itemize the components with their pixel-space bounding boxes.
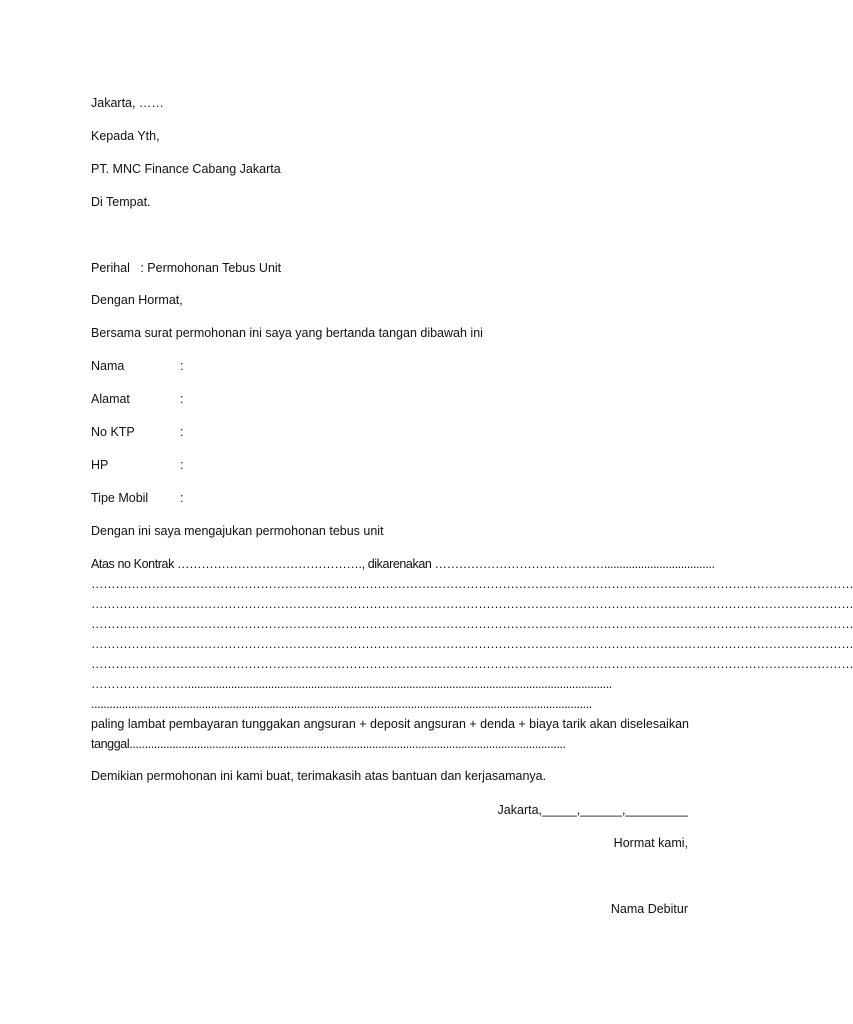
field-label-nama: Nama xyxy=(91,359,125,373)
closing: Demikian permohonan ini kami buat, terimakasih atas bantuan dan kerjasamanya. xyxy=(91,769,547,783)
signer-name: Nama Debitur xyxy=(610,902,688,916)
contract-line: Atas no Kontrak ………………………………………., dikarenakan …………………………………….................................... xyxy=(91,557,715,571)
location: Di Tempat. xyxy=(91,195,151,209)
dot-line: ……………………………………………………………………………………………………………………………………………………………………… xyxy=(91,577,853,591)
subject: Perihal : Permohonan Tebus Unit xyxy=(91,261,282,275)
field-label-no-ktp: No KTP xyxy=(91,425,135,439)
dot-line: ................................................................................................................................................................... xyxy=(91,697,592,711)
date-line: tanggal.............................................................................................................................................. xyxy=(91,737,566,751)
dot-line: ……………………………………………………………………………………………………………………………………………………………………… xyxy=(91,617,853,631)
field-colon: : xyxy=(180,491,184,505)
field-colon: : xyxy=(180,359,184,373)
place-date: Jakarta, …… xyxy=(91,96,164,110)
field-label-hp: HP xyxy=(91,458,109,472)
dot-line: …………………….......................................................................................................................................... xyxy=(91,677,612,691)
sign-place-date: Jakarta,_____,______,_________ xyxy=(497,803,688,817)
field-label-alamat: Alamat xyxy=(91,392,130,406)
field-colon: : xyxy=(180,458,184,472)
greeting: Dengan Hormat, xyxy=(91,293,183,307)
regards: Hormat kami, xyxy=(613,836,688,850)
field-label-tipe-mobil: Tipe Mobil xyxy=(91,491,149,505)
request: Dengan ini saya mengajukan permohonan tebus unit xyxy=(91,524,384,538)
payment-line: paling lambat pembayaran tunggakan angsuran + deposit angsuran + denda + biaya tarik akan diselesaikan xyxy=(91,717,689,731)
dot-line: ……………………………………………………………………………………………………………………………………………………………………… xyxy=(91,657,853,671)
field-colon: : xyxy=(180,392,184,406)
field-colon: : xyxy=(180,425,184,439)
intro: Bersama surat permohonan ini saya yang bertanda tangan dibawah ini xyxy=(91,326,483,340)
to-line: Kepada Yth, xyxy=(91,129,160,143)
dot-line: ……………………………………………………………………………………………………………………………………………………………………… xyxy=(91,597,853,611)
dot-line: ……………………………………………………………………………………………………………………………………………………………………… xyxy=(91,637,853,651)
recipient: PT. MNC Finance Cabang Jakarta xyxy=(91,162,281,176)
